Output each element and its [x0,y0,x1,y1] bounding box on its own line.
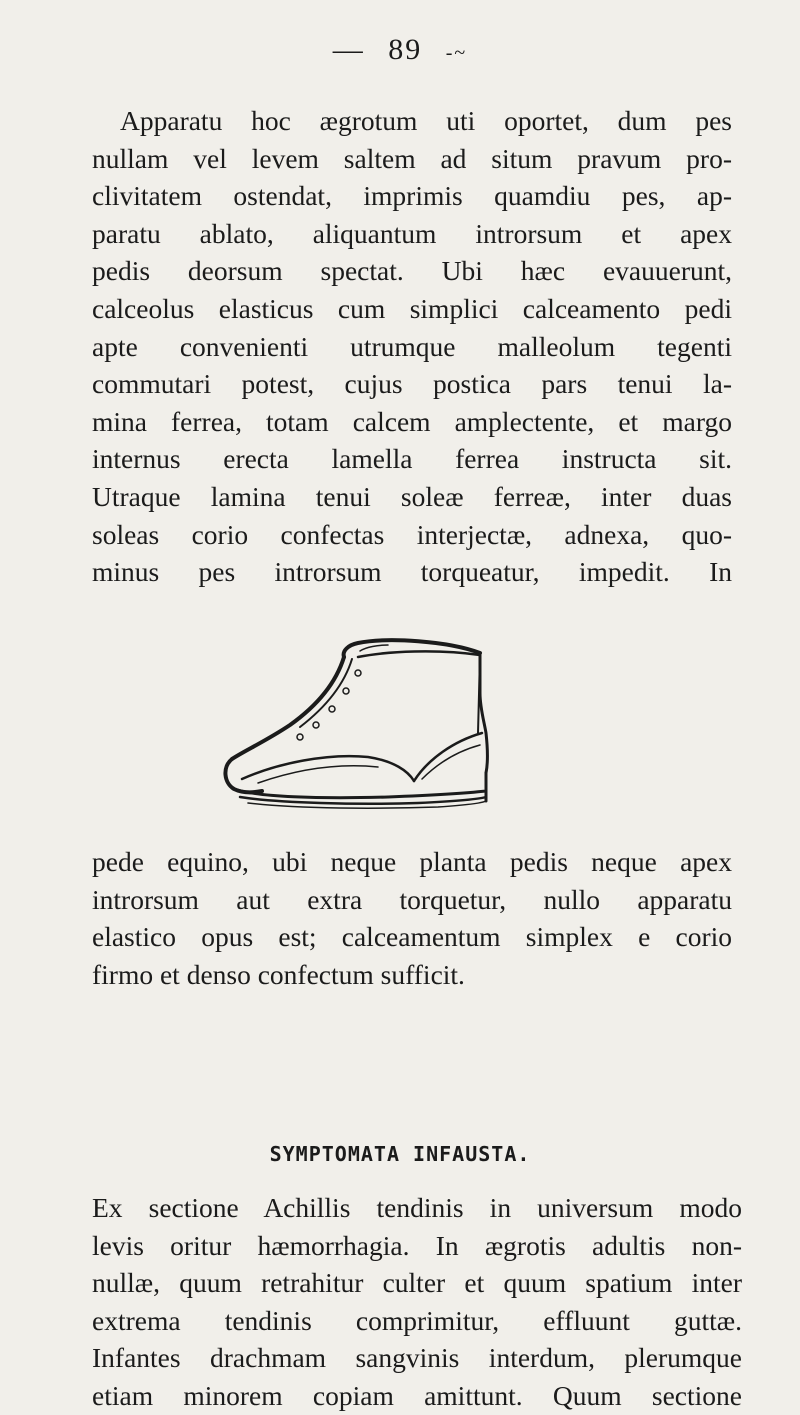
text-line: Ex sectione Achillis tendinis in universum modo [92,1192,742,1223]
paragraph-3 [92,1189,742,1415]
paragraph-1 [92,102,732,591]
header-right-mark: -~ [445,42,468,64]
text-line: introrsum aut extra torquetur, nullo apparatu [92,883,732,915]
text-line: Apparatu hoc ægrotum uti oportet, dum pes [120,105,732,136]
text-line: etiam minorem copiam amittunt. Quum sectione [92,1379,742,1411]
text-line: levis oritur hæmorrhagia. In ægrotis adultis non- [92,1229,742,1261]
text-line: clivitatem ostendat, imprimis quamdiu pes, ap- [92,180,732,212]
paragraph-2 [92,843,732,993]
elastic-shoe-illustration-icon [218,633,568,828]
text-line: firmo et denso confectum sufficit. [92,958,465,990]
section-heading: SYMPTOMATA INFAUSTA. [269,1142,531,1166]
text-line: paratu ablato, aliquantum introrsum et apex [92,217,732,249]
text-line: commutari potest, cujus postica pars tenui la- [92,368,732,400]
text-line: nullam vel levem saltem ad situm pravum pro- [92,142,732,174]
text-line: calceolus elasticus cum simplici calceamento pedi [92,292,732,324]
page-number: 89 [388,33,423,66]
text-line: pedis deorsum spectat. Ubi hæc evauuerunt, [92,255,732,287]
text-line: pede equino, ubi neque planta pedis neque apex [92,846,732,877]
text-line: internus erecta lamella ferrea instructa sit. [92,443,732,475]
text-line: apte convenienti utrumque malleolum tegenti [92,330,732,362]
page-header [0,30,800,73]
text-line: mina ferrea, totam calcem amplectente, et margo [92,405,732,437]
text-line: Utraque lamina tenui soleæ ferreæ, inter duas [92,480,732,512]
text-line: minus pes introrsum torqueatur, impedit. In [92,556,732,588]
text-line: soleas corio confectas interjectæ, adnexa, quo- [92,518,732,550]
shoe-figure [218,633,568,828]
text-line: Infantes drachmam sangvinis interdum, plerumque [92,1342,742,1374]
text-line: extrema tendinis comprimitur, effluunt guttæ. [92,1304,742,1336]
header-left-dash: — [332,33,365,66]
text-line: nullæ, quum retrahitur culter et quum spatium inter [92,1267,742,1299]
text-line: elastico opus est; calceamentum simplex e corio [92,921,732,953]
